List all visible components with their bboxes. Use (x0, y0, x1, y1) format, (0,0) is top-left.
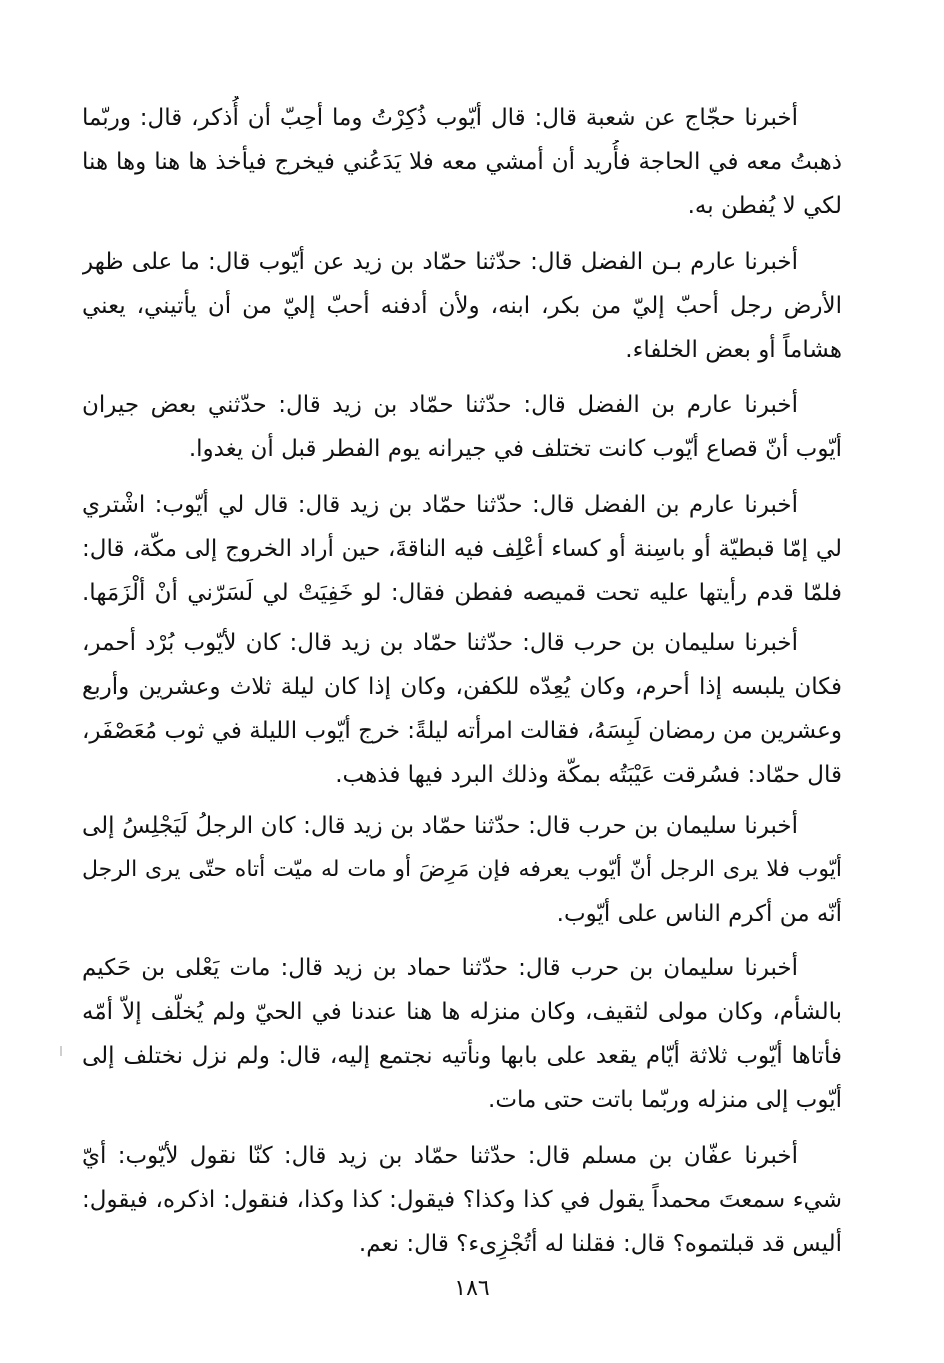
text-line: هشاماً أو بعض الخلفاء. (625, 337, 842, 363)
paragraph-7 (82, 946, 842, 1122)
text-line: بالشأم، وكان مولى لثقيف، وكان منزله ها هنا عندنا في الحيّ ولم يُخلّف إلاّ أمّه (82, 999, 842, 1025)
text-line: أيّوب أنّ قصاع أيّوب كانت تختلف في جيرانه يوم الفطر قبل أن يغدوا. (188, 436, 842, 462)
text-line: لكي لا يُفطن به. (687, 193, 842, 219)
paragraph-8 (82, 1134, 842, 1266)
text-line: أليس قد قبلتموه؟ قال: فقلنا له أتُجْزِىء؟ قال: نعم. (358, 1231, 842, 1257)
paragraph-1 (82, 96, 842, 228)
text-line: أخبرنا عارم بن الفضل قال: حدّثنا حمّاد بن زيد قال: حدّثني بعض جيران (82, 392, 798, 418)
text-line: أنّه من أكرم الناس على أيّوب. (556, 901, 842, 927)
text-line: أخبرنا سليمان بن حرب قال: حدّثنا حمّاد بن زيد قال: كان الرجلُ لَيَجْلِسُ إلى (82, 813, 798, 839)
text-line: ذهبتُ معه في الحاجة فأُريد أن أمشي معه فلا يَدَعُني فيخرج فيأخذ ها هنا وها هنا (82, 149, 842, 175)
paragraph-4 (82, 483, 842, 615)
text-line: أيّوب إلى منزله وربّما باتت حتى مات. (488, 1087, 842, 1113)
text-line: لي إمّا قبطيّة أو باسِنة أو كساء أعْلِف فيه الناقةَ، حين أراد الخروج إلى مكّة، قال: (82, 536, 842, 562)
paragraph-5 (82, 621, 842, 797)
text-line: أيّوب فلا يرى الرجل أنّ أيّوب يعرفه فإن مَرِضَ أو مات له ميّت أتاه حتّى يرى الرجل (82, 857, 842, 882)
text-line: أخبرنا عارم بن الفضل قال: حدّثنا حمّاد بن زيد قال: قال لي أيّوب: اشْتري (82, 492, 798, 518)
text-line: أخبرنا سليمان بن حرب قال: حدّثنا حمّاد بن زيد قال: كان لأيّوب بُرْد أحمر، (82, 630, 798, 656)
text-line: شيء سمعتَ محمداً يقول في كذا وكذا؟ فيقول: كذا وكذا، فنقول: اذكره، فيقول: (82, 1187, 842, 1213)
text-line: فأتاها أيّوب ثلاثة أيّام يقعد على بابها ونأتيه نجتمع إليه، قال: ولم نزل نختلف إلى (82, 1043, 842, 1069)
text-line: وعشرين من رمضان لَبِسَهُ، فقالت امرأته ليلةً: خرج أيّوب الليلة في ثوب مُعَصْفَر، (82, 718, 842, 744)
text-line: فكان يلبسه إذا أحرم، وكان يُعِدّه للكفن، وكان إذا كان ليلة ثلاث وعشرين وأربع (82, 674, 842, 700)
text-line: أخبرنا عارم بـن الفضل قال: حدّثنا حمّاد بن زيد عن أيّوب قال: ما على ظهر (82, 249, 798, 275)
paragraph-2 (82, 240, 842, 372)
margin-mark (60, 1046, 62, 1056)
text-line: فلمّا قدم رأيتها عليه تحت قميصه ففطن فقال: لو خَفِيَتْ لي لَسَرّني أنْ ألْزَمَها. (82, 580, 842, 606)
text-line: الأرض رجل أحبّ إليّ من بكر، ابنه، ولأن أدفنه أحبّ إليّ من أن يأتيني، يعني (82, 293, 842, 319)
page-number: ١٨٦ (454, 1276, 490, 1301)
text-line: أخبرنا حجّاج عن شعبة قال: قال أيّوب ذُكِرْتُ وما أحِبّ أن أُذكر، قال: وربّما (82, 105, 798, 131)
text-line: أخبرنا عفّان بن مسلم قال: حدّثنا حمّاد بن زيد قال: كنّا نقول لأيّوب: أيّ (82, 1143, 798, 1169)
text-line: قال حمّاد: فسُرقت عَيْبَتُه بمكّة وذلك البرد فيها فذهب. (335, 762, 842, 788)
paragraph-3 (82, 383, 842, 471)
paragraph-6 (82, 804, 842, 936)
text-line: أخبرنا سليمان بن حرب قال: حدّثنا حماد بن زيد قال: مات يَعْلى بن حَكيم (82, 955, 798, 981)
